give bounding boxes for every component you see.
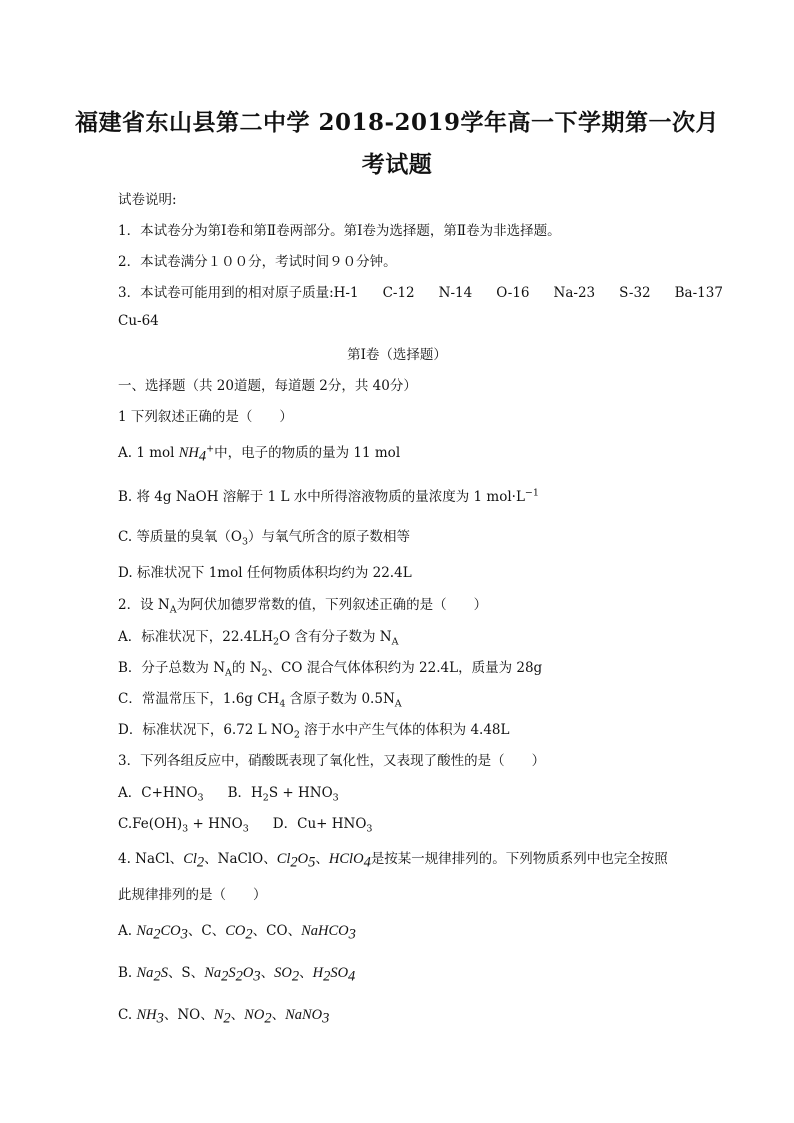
mass-o: O-16 [496,285,530,301]
mass-c: C-12 [382,285,415,301]
q4-stem-line2: 此规律排列的是（ ） [118,887,267,903]
q3-stem: 3．下列各组反应中，硝酸既表现了氧化性，又表现了酸性的是（ ） [118,753,546,769]
mass-h: H-1 [333,285,359,301]
q3-option-d: D．$Cu+ HNO_3$ [272,816,373,835]
instruction-item-3-prefix: 3．本试卷可能用到的相对原子质量: [118,285,334,301]
mass-ba: Ba-137 [674,285,723,301]
instruction-item-2: 2．本试卷满分１００分，考试时间９０分钟。 [118,254,397,270]
part1-title: 第Ⅰ卷（选择题） [347,347,447,363]
q1-option-d: D. 标准状况下 1mol 任何物质体积均约为 22.4L [118,565,412,581]
q1-option-c: C. 等质量的臭氧$(O_3)$与氧气所含的原子数相等 [118,529,411,548]
q4-option-a: A. $Na_2CO_3$、C、$CO_2$、CO、NaHCO$_3$ [118,923,356,943]
q3-option-b: B．$H_2S + HNO_3$ [227,785,339,804]
instruction-item-1: 1．本试卷分为第Ⅰ卷和第Ⅱ卷两部分。第Ⅰ卷为选择题，第Ⅱ卷为非选择题。 [118,223,561,239]
mass-cu: Cu-64 [118,313,159,329]
q3-option-c: $C.Fe(OH)_3 + HNO_3$ [118,816,249,835]
q2-stem: 2．设 $N_A$为阿伏加德罗常数的值，下列叙述正确的是（ ） [118,597,488,616]
q2-option-a: A．标准状况下，$22.4LH_2O$ 含有分子数为 $N_A$ [118,629,399,648]
exam-title-line1: 福建省东山县第二中学 2018-2019学年高一下学期第一次月 [74,109,720,136]
mass-s: S-32 [619,285,651,301]
q1-option-a: A. 1 mol $NH_4^+$中，电子的物质的量为 11 mol [118,443,401,465]
q3-options-cd [118,812,373,835]
q4-option-c: C. $NH_3$、NO、$N_2$、$NO_2$、NaNO$_3$ [118,1007,330,1027]
q4-option-b: B. $Na_2S$、S、$Na_2S_2O_3$、$SO_2$、$H_2SO_4$ [118,965,356,985]
q2-option-d: D．标准状况下，6.72 L $NO_2$ 溶于水中产生气体的体积为 4.48L [118,722,510,741]
q1-stem: 1 下列叙述正确的是（ ） [118,409,293,425]
mass-na: Na-23 [553,285,596,301]
instruction-item-3 [118,281,723,301]
q1-option-b: B. 将 4g NaOH 溶解于 1 L 水中所得溶液物质的量浓度为 1 $mol\cdot L^{-1}$ [118,487,539,505]
mass-n: N-14 [438,285,473,301]
q2-option-b: B．分子总数为 $N_A$的 $N_2$、CO 混合气体体积约为 22.4L，质量为 28g [118,660,543,679]
q4-stem: 4. NaCl、$Cl_2$、NaClO、$Cl_2O_5$、HClO$_4$是按某一规律排列的。下列物质系列中也完全按照 [118,851,668,871]
section1-heading: 一、选择题（共 20道题，每道题 2分，共 40分） [118,378,417,394]
q3-option-a: A．$C+HNO_3$ [118,785,204,804]
exam-title-line2: 考试题 [361,151,433,178]
q2-option-c: C．常温常压下，1.6g $CH_4$ 含原子数为 $0.5N_A$ [118,691,402,710]
q3-options-ab [118,781,339,804]
instructions-heading: 试卷说明: [118,192,177,208]
